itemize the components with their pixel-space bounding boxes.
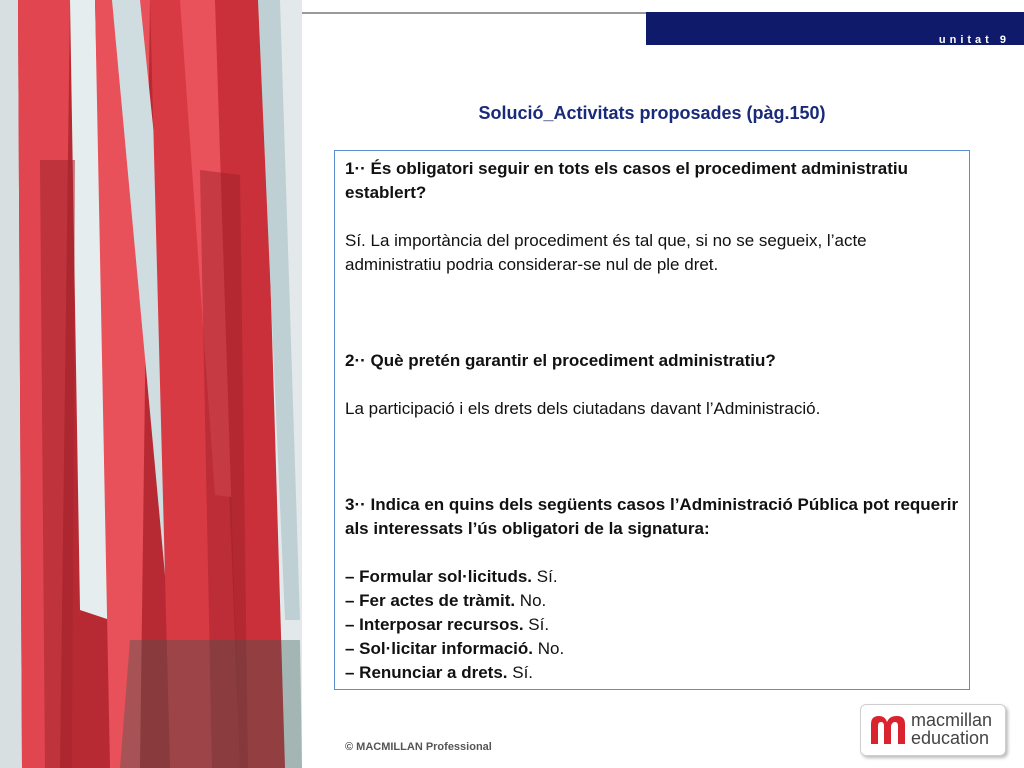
answer-2: La participació i els drets dels ciutadans davant l’Administració. (345, 399, 821, 418)
item-answer: Sí. (532, 567, 558, 586)
folders-photo (0, 0, 302, 768)
item-label: – Sol·licitar informació. (345, 639, 533, 658)
item-label: – Formular sol·licituds. (345, 567, 533, 586)
item-answer: Sí. (507, 663, 534, 682)
item-answer: No. (515, 591, 547, 610)
list-item (345, 565, 959, 589)
list-item (345, 637, 959, 661)
macmillan-logo (860, 704, 1006, 756)
copyright-text: © MACMILLAN Professional (345, 741, 492, 753)
question-1: 1·· És obligatori seguir en tots els casos el procediment administratiu establert? (345, 159, 909, 202)
logo-wordmark (911, 711, 992, 747)
question-2: 2·· Què pretén garantir el procediment administratiu? (345, 351, 776, 370)
list-item (345, 661, 959, 685)
item-answer: Sí. (523, 615, 550, 634)
solutions-box (334, 150, 970, 690)
macmillan-m-icon (867, 710, 911, 750)
logo-line-1: macmillan (911, 710, 993, 730)
item-label: – Fer actes de tràmit. (345, 591, 516, 610)
slide-title: Solució_Activitats proposades (pàg.150) (478, 103, 826, 123)
answer-1: Sí. La importància del procediment és tal que, si no se segueix, l’acte administratiu podria considerar-se nul de ple dret. (345, 231, 867, 274)
list-item (345, 589, 959, 613)
header-line (302, 12, 646, 14)
unit-label: unitat 9 (938, 34, 1010, 46)
item-answer: No. (533, 639, 565, 658)
list-item (345, 613, 959, 637)
item-label: – Interposar recursos. (345, 615, 524, 634)
question-3: 3·· Indica en quins dels següents casos l’Administració Pública pot requerir als interessats l’ús obligatori de la signatura: (345, 495, 959, 538)
logo-line-2: education (911, 728, 990, 748)
item-label: – Renunciar a drets. (345, 663, 508, 682)
header-bar (646, 12, 1024, 45)
